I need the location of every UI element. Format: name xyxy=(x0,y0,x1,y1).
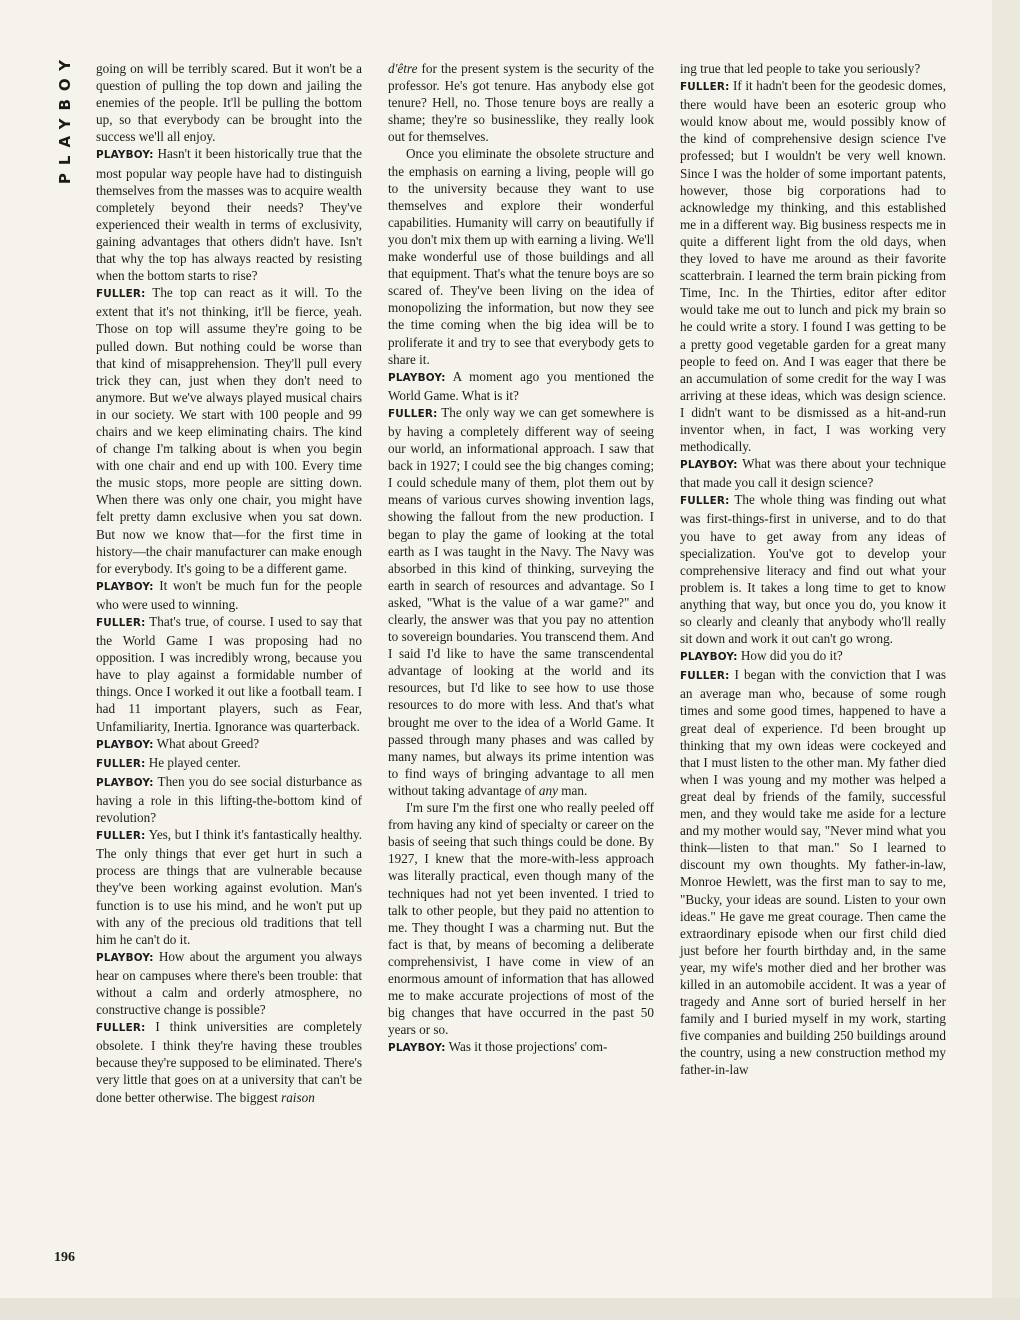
page-edge xyxy=(992,0,1020,1320)
italic-text: raison xyxy=(281,1089,315,1105)
text-column-1 xyxy=(96,60,362,1106)
speaker-label: PLAYBOY: xyxy=(388,1042,446,1055)
paragraph-text: for the present system is the security of the professor. He's got tenure. Has anybody else got tenure? Hell, no. Those tenure boys are really a shame; they're so businesslike, they really look out for themselves. xyxy=(388,61,654,145)
speaker-label: PLAYBOY: xyxy=(680,459,738,472)
paragraph-text: Once you eliminate the obsolete structure and the emphasis on earning a living, people will go to the university because they want to use themselves and explore their wonderful capabilities. Humanity will carry on beautifully if you don't mix them up with earning a living. We'll make wonderful use of those buildings and all that equipment. That's what the tenure boys are so scared of. They've been living on the idea of monopolizing the information, but now they see the time coming when the big idea will be to proliferate it and try to see that everybody gets to share it. xyxy=(388,146,654,367)
paragraph xyxy=(96,145,362,284)
speaker-label: FULLER: xyxy=(96,617,146,629)
paragraph xyxy=(96,577,362,613)
paragraph xyxy=(388,145,654,367)
paragraph-text: going on will be terribly scared. But it won't be a question of pulling the top down and jailing the enemies of the people. It'll be pulling the bottom up, so that everybody can be brought into the success we'll all enjoy. xyxy=(96,61,362,145)
paragraph-text: Then you do see social disturbance as having a role in this lifting-the-bottom kind of revolution? xyxy=(96,773,362,826)
paragraph-text: Was it those projections' com- xyxy=(445,1039,608,1055)
speaker-label: FULLER: xyxy=(680,670,730,683)
paragraph xyxy=(680,60,946,77)
paragraph-text: That's true, of course. I used to say that the World Game I was proposing had no opposition. I was incredibly wrong, because you have to play against a formidable number of things. Once I worked it out like a football team. I had 11 important players, such as Fear, Unfamiliarity, Inertia. Ignorance was quarterback. xyxy=(96,614,362,734)
paragraph xyxy=(96,948,362,1018)
paragraph xyxy=(96,754,362,773)
speaker-label: FULLER: xyxy=(96,757,146,770)
paragraph-text: How about the argument you always hear on campuses where there's been trouble: that without a calm and orderly atmosphere, no constructive change is possible? xyxy=(96,948,362,1018)
speaker-label: FULLER: xyxy=(680,495,730,508)
text-column-3 xyxy=(680,60,946,1079)
text-column-2 xyxy=(388,60,654,1057)
speaker-label: FULLER: xyxy=(388,407,438,420)
paragraph-text: I began with the conviction that I was an average man who, because of some rough times and some good times, happened to have a great deal of experience. I'd been brought up thinking that my own ideas were cockeyed and that I must listen to the other man. My father died when I was young and my mother was helped a great deal by friends of the family, successful men, and they would take me aside for a lecture and my mother would say, "Never mind what you think—listen to that man." So I learned to discount my own thoughts. My father-in-law, Monroe Hewlett, was the first man to say to me, "Bucky, your ideas are sound. Listen to your own ideas." He gave me great courage. Then came the extraordinary episode when our first child died just before her fourth birthday and, in the same year, my wife's mother died and her brother was killed in an automobile accident. It was a year of tragedy and Anne sort of buried herself in her family and I buried myself in my work, starting five companies and building 250 buildings around the country, using a new construction method my father-in-law xyxy=(680,667,946,1078)
paragraph xyxy=(680,455,946,491)
paragraph xyxy=(388,368,654,404)
paragraph-text: The top can react as it will. To the extent that it's not thinking, it'll be fierce, yeah. Those on top will assume they're going to be pulled down. But nothing could be worse than that kind of misapprehension. They'll pull every trick they can, just when they don't need to anymore. But we've always played musical chairs in our society. We start with 100 people and 99 chairs and we keep eliminating chairs. The kind of change I'm talking about is when you begin with one chair and end up with 100. Every time the music stops, more people are sitting down. When there was only one chair, you might have felt pretty damn exclusive when you sat down. But now we know that—for the first time in history—the chair manufacturer can make enough for everybody. It's going to be a different game. xyxy=(96,285,362,576)
paragraph xyxy=(96,826,362,948)
paragraph-text: Hasn't it been historically true that the most popular way people have had to distinguish themselves from the masses was to acquire wealth completely beyond their needs? They've experienced their wealth in terms of exclusivity, gaining advantages that others didn't have. Isn't that why the top has always reacted by resisting when the bottom starts to rise? xyxy=(96,146,362,284)
paragraph xyxy=(96,60,362,145)
paragraph-text: It won't be much fun for the people who were used to winning. xyxy=(96,577,362,612)
paragraph xyxy=(96,773,362,826)
paragraph xyxy=(388,1038,654,1057)
speaker-label: PLAYBOY: xyxy=(388,371,446,384)
paragraph xyxy=(388,404,654,799)
paragraph xyxy=(680,77,946,455)
paragraph-text: What was there about your technique that made you call it design science? xyxy=(680,456,946,491)
paragraph-text: I think universities are completely obsolete. I think they're having these troubles because they're supposed to be eliminated. There's very little that goes on at a university that can't be done better otherwise. The biggest xyxy=(96,1019,362,1105)
speaker-label: PLAYBOY: xyxy=(96,580,154,593)
paragraph xyxy=(96,735,362,754)
paragraph xyxy=(96,613,362,735)
paragraph-text: A moment ago you mentioned the World Game. What is it? xyxy=(388,368,654,403)
paragraph xyxy=(388,799,654,1038)
playboy-sidebar-logo: PLAYBOY xyxy=(56,52,74,185)
paragraph xyxy=(680,647,946,666)
paragraph-text: What about Greed? xyxy=(153,735,260,751)
paragraph xyxy=(680,491,946,647)
speaker-label: PLAYBOY: xyxy=(680,651,738,664)
speaker-label: PLAYBOY: xyxy=(96,951,154,964)
paragraph xyxy=(96,284,362,577)
paragraph-text: If it hadn't been for the geodesic domes, there would have been an esoteric group who would know about me, would possibly know of the kind of comprehensive design science I've professed; but I wouldn't be very well known. Since I was the holder of some important patents, however, those big corporations had to acknowledge my thinking, and this established me in a different way. Big business respects me in quite a different light from the old days, when they loved to have me around as their favorite scatterbrain. I learned the term brain picking from Time, Inc. In the Thirties, editor after editor would take me out to lunch and pick my brain so he could write a story. I found I was getting to be a pretty good vegetable garden for a great many people to feed on. And I was eager that there be an accumulation of some credit for the way I was arriving at these ideas, which was design science. I didn't want to be dismissed as a hit-and-run inventor when, in fact, I was working very methodically. xyxy=(680,78,946,455)
page-number: 196 xyxy=(54,1250,75,1265)
page-edge-bottom xyxy=(0,1298,1020,1320)
paragraph-text: ing true that led people to take you seriously? xyxy=(680,61,921,76)
paragraph xyxy=(388,60,654,145)
paragraph-text: He played center. xyxy=(145,754,241,770)
speaker-label: FULLER: xyxy=(680,81,730,94)
paragraph-text: The whole thing was finding out what was first-things-first in universe, and to do that you have to get away from any ideas of specialization. You've got to develop your comprehensive literacy and find out what your problem is. It takes a long time to get to know anything that way, but once you do, you know it so clearly and cleanly that anybody who'll really sit down and work it out can't go wrong. xyxy=(680,492,946,647)
paragraph-text: How did you do it? xyxy=(737,648,843,664)
italic-text: any xyxy=(538,782,558,798)
paragraph-text: The only way we can get somewhere is by having a completely different way of seeing our world, an informational approach. I saw that back in 1927; I could see the big changes coming; I could schedule many of them, plot them out by means of various curves showing invention lags, showing the fallout from the new production. I began to play the game of looking at the total earth as I was taught in the Navy. The Navy was absorbed in this kind of thinking, surveying the earth in search of resources and advantage. So I asked, "What is the value of a war game?" and clearly, the answer was that you pay no attention to sovereign boundaries. You transcend them. And I said I'd like to have the same transcendental advantage of looking at the world and its resources, but I'd like to see how to use those resources to do more with less. And that's what brought me over to the idea of a World Game. It passed through many phases and was called by many names, but always its prime intention was to find ways of bringing advantage to all men without taking advantage of xyxy=(388,404,654,798)
speaker-label: PLAYBOY: xyxy=(96,149,154,162)
speaker-label: FULLER: xyxy=(96,1022,146,1035)
paragraph xyxy=(96,1018,362,1105)
speaker-label: PLAYBOY: xyxy=(96,738,154,751)
paragraph-text: man. xyxy=(557,782,588,798)
paragraph xyxy=(680,666,946,1078)
paragraph-text: I'm sure I'm the first one who really peeled off from having any kind of specialty or career on the basis of seeing that such things could be done. By 1927, I knew that the more-with-less approach was literally practical, even though many of the techniques had not yet been invented. I tried to talk to other people, but they paid no attention to me. They thought I was a charming nut. But the fact is that, by means of becoming a deliberate comprehensivist, I have come in view of an enormous amount of information that has allowed me to make accurate projections of most of the big changes that have occurred in the past 50 years or so. xyxy=(388,800,654,1038)
speaker-label: FULLER: xyxy=(96,830,146,843)
paragraph-text: Yes, but I think it's fantastically healthy. The only things that ever get hurt in such a process are things that are vulnerable because they've been working against evolution. Man's function is to use his mind, and he won't put up with any of the precious old traditions that tell him he can't do it. xyxy=(96,827,362,947)
italic-text: d'être xyxy=(388,61,418,76)
speaker-label: FULLER: xyxy=(96,288,146,301)
speaker-label: PLAYBOY: xyxy=(96,776,154,789)
